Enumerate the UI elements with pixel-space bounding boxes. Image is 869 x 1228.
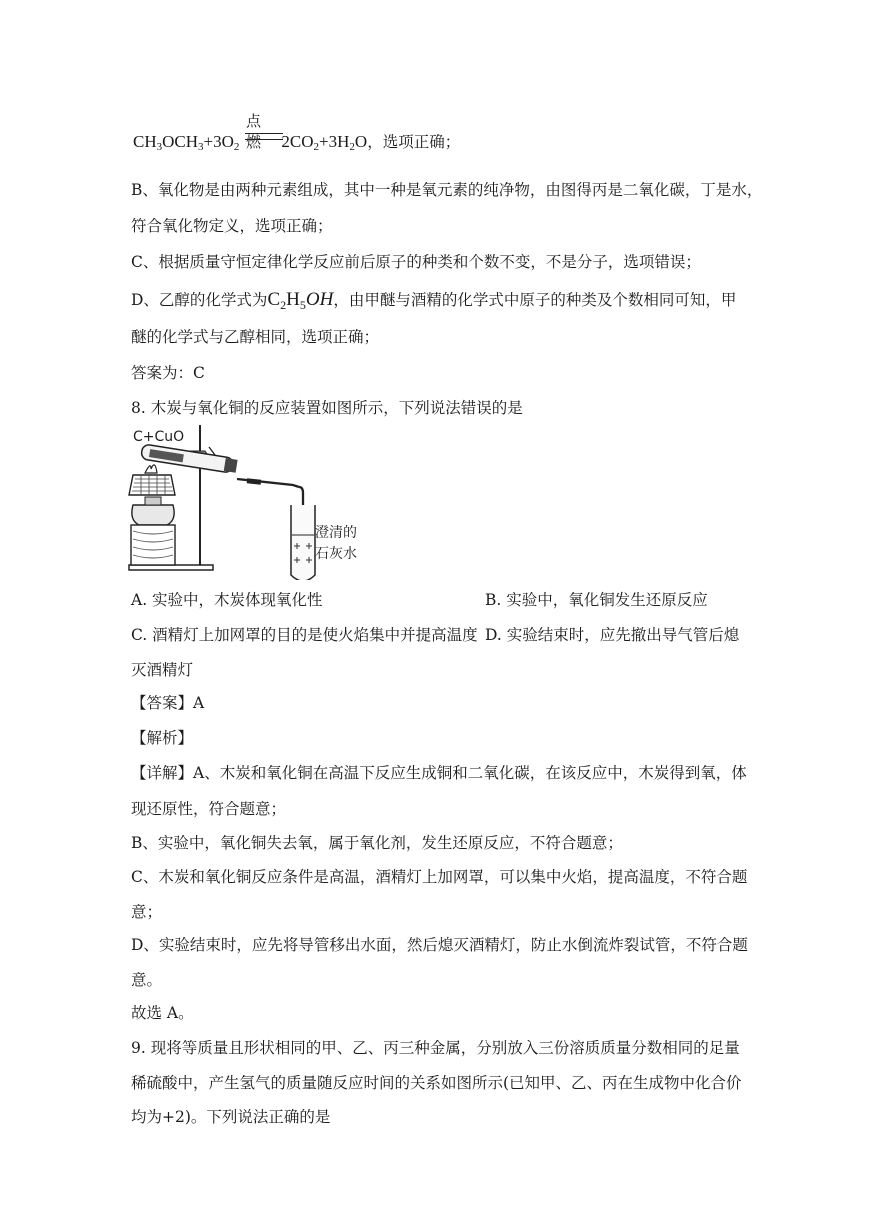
detail-a-line2: 现还原性，符合题意； — [131, 800, 287, 818]
detail-d-line2: 意。 — [131, 971, 163, 989]
option-d-line2: 灭酒精灯 — [131, 661, 194, 679]
analysis-b-line2: 符合氧化物定义，选项正确； — [131, 217, 333, 235]
stopper — [224, 458, 238, 473]
question-8-stem: 8. 木炭与氧化铜的反应装置如图所示，下列说法错误的是 — [131, 399, 523, 417]
option-a: A. 实验中，木炭体现氧化性 — [131, 591, 323, 609]
question-9-line2: 稀硫酸中，产生氢气的质量随反应时间的关系如图所示(已知甲、乙、丙在生成物中化合价 — [131, 1074, 742, 1092]
analysis-d-prefix: D、乙醇的化学式为 — [131, 291, 268, 309]
reactant-label: C+CuO — [133, 429, 185, 445]
wood-block — [131, 525, 175, 565]
equation-suffix: ，选项正确； — [367, 133, 461, 151]
analysis-c-line: C、根据质量守恒定律化学反应前后原子的种类和个数不变，不是分子，选项错误； — [131, 253, 701, 271]
apparatus-figure — [127, 425, 367, 580]
stand-base — [129, 565, 213, 570]
detail-a-line1: 【详解】A、木炭和氧化铜在高温下反应生成铜和二氧化碳，在该反应中，木炭得到氧，体 — [131, 764, 747, 782]
receiving-tube — [291, 505, 315, 580]
question-9-line1: 9. 现将等质量且形状相同的甲、乙、丙三种金属，分别放入三份溶质质量分数相同的足量 — [131, 1039, 740, 1057]
option-c: C. 酒精灯上加网罩的目的是使火焰集中并提高温度 — [131, 626, 478, 644]
equation-body: $CH_3OCH_3+3O_2$ $2CO_2+3H_2O$，选项正确； — [133, 132, 461, 153]
limewater-label-1: 澄清的 — [315, 525, 357, 541]
final-choice: 故选 A。 — [131, 1004, 194, 1022]
ethanol-formula: $C_2H_5OH$ — [267, 289, 334, 312]
option-b: B. 实验中，氧化铜发生还原反应 — [485, 591, 708, 609]
reaction-condition: 点燃 — [246, 112, 262, 151]
flame — [145, 465, 157, 473]
previous-answer: 答案为：C — [131, 364, 205, 382]
wire-gauze — [129, 475, 175, 495]
analysis-d-line1 — [131, 290, 736, 315]
analysis-b-line1: B、氧化物是由两种元素组成，其中一种是氧元素的纯净物，由图得丙是二氧化碳，丁是水， — [131, 181, 763, 199]
detail-c-line1: C、木炭和氧化铜反应条件是高温，酒精灯上加网罩，可以集中火焰，提高温度，不符合题 — [131, 868, 748, 886]
analysis-d-line2: 醚的化学式与乙醇相同，选项正确； — [131, 328, 380, 346]
analysis-d-suffix: ，由甲醚与酒精的化学式中原子的种类及个数相同可知，甲 — [333, 291, 737, 309]
limewater-label-2: 石灰水 — [315, 546, 357, 562]
option-d-line1: D. 实验结束时，应先撤出导气管后熄 — [485, 626, 740, 644]
detail-d-line1: D、实验结束时，应先将导管移出水面，然后熄灭酒精灯，防止水倒流炸裂试管，不符合题 — [131, 936, 748, 954]
analysis-heading: 【解析】 — [131, 729, 194, 747]
answer-8: 【答案】A — [131, 694, 205, 712]
detail-b: B、实验中，氧化铜失去氧，属于氧化剂，发生还原反应，不符合题意； — [131, 834, 623, 852]
alcohol-lamp — [132, 505, 174, 525]
apparatus-diagram — [127, 425, 367, 580]
detail-c-line2: 意； — [131, 903, 163, 921]
delivery-tube — [237, 479, 299, 487]
question-9-line3: 均为+2)。下列说法正确的是 — [131, 1108, 331, 1126]
